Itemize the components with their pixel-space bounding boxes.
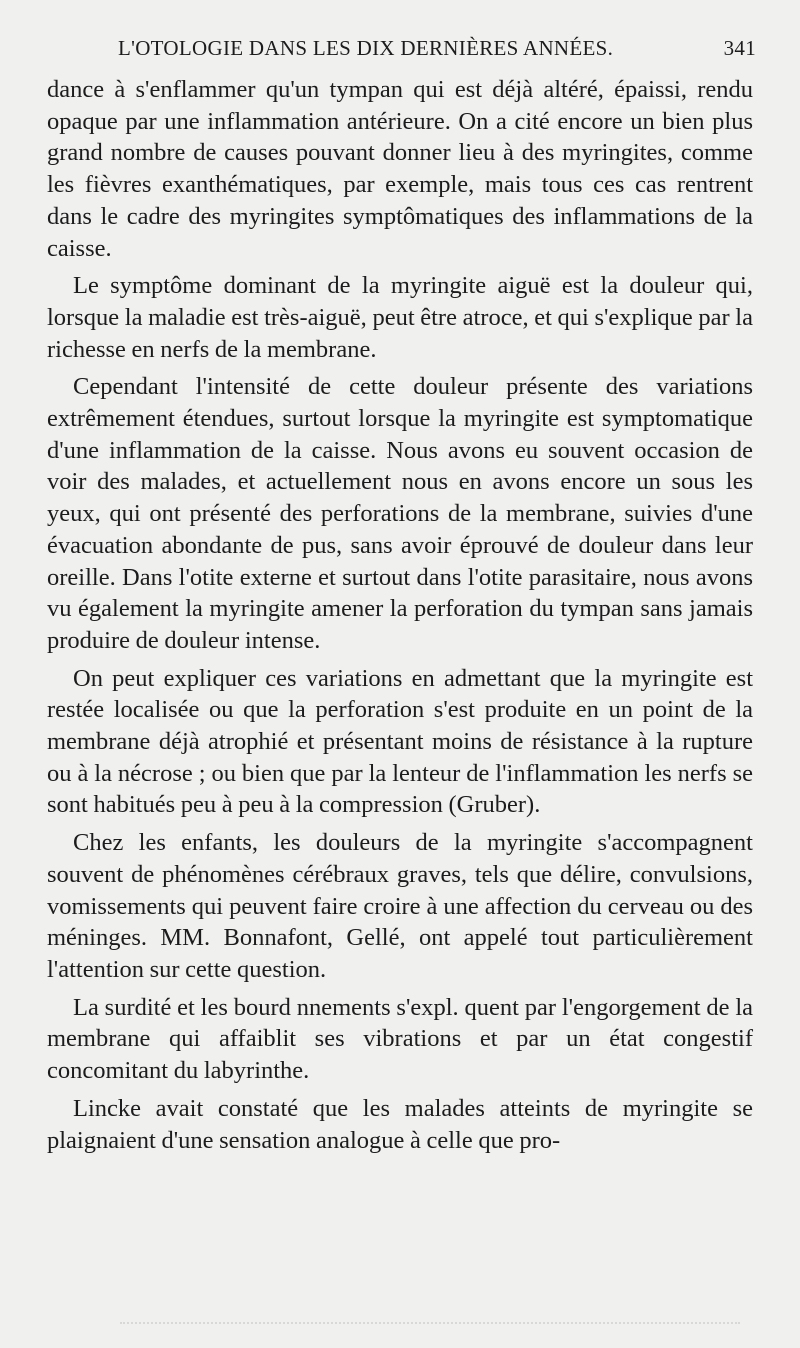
paragraph: Le symptôme dominant de la myringite aiguë est la douleur qui, lorsque la maladie est très-aiguë, peut être atroce, et qui s'explique par la richesse en nerfs de la membrane.	[47, 272, 753, 363]
body-text	[47, 74, 753, 1156]
paragraph: Chez les enfants, les douleurs de la myringite s'accompagnent souvent de phénomènes cérébraux graves, tels que délire, convulsions, vomissements qui peuvent faire croire à une affection du cerveau ou des méninges. MM. Bonnafont, Gellé, ont appelé tout particulièrement l'attention sur cette question.	[47, 829, 753, 983]
paragraph-continued: dance à s'enflammer qu'un tympan qui est déjà altéré, épaissi, rendu opaque par une inflammation antérieure. On a cité encore un bien plus grand nombre de causes pouvant donner lieu à des myringites, comme les fièvres exanthématiques, par exemple, mais tous ces cas rentrent dans le cadre des myringites symptômatiques des inflammations de la caisse.	[47, 76, 753, 262]
show-through-smudge	[120, 1322, 740, 1336]
paragraph: On peut expliquer ces variations en admettant que la myringite est restée localisée ou que la perforation s'est produite en un point de la membrane déjà atrophié et présentant moins de résistance à la rupture ou à la nécrose ; ou bien que par la lenteur de l'inflammation les nerfs se sont habitués peu à peu à la compression (Gruber).	[47, 664, 753, 819]
page-number: 341	[723, 36, 756, 60]
running-title: L'OTOLOGIE DANS LES DIX DERNIÈRES ANNÉES.	[118, 36, 614, 60]
paragraph: La surdité et les bourd nnements s'expl. quent par l'engorgement de la membrane qui affaiblit ses vibrations et par un état congestif concomitant du labyrinthe.	[47, 993, 753, 1085]
running-header	[118, 36, 756, 64]
paragraph: Cependant l'intensité de cette douleur présente des variations extrêmement étendues, surtout lorsque la myringite est symptomatique d'une inflammation de la caisse. Nous avons eu souvent occasion de voir des malades, et actuellement nous en avons encore un sous les yeux, qui ont présenté des perforations de la membrane, suivies d'une évacuation abondante de pus, sans avoir éprouvé de douleur dans leur oreille. Dans l'otite externe et surtout dans l'otite parasitaire, nous avons vu également la myringite amener la perforation du tympan sans jamais produire de douleur intense.	[47, 373, 753, 654]
paragraph: Lincke avait constaté que les malades atteints de myringite se plaignaient d'une sensation analogue à celle que pro-	[47, 1094, 753, 1154]
